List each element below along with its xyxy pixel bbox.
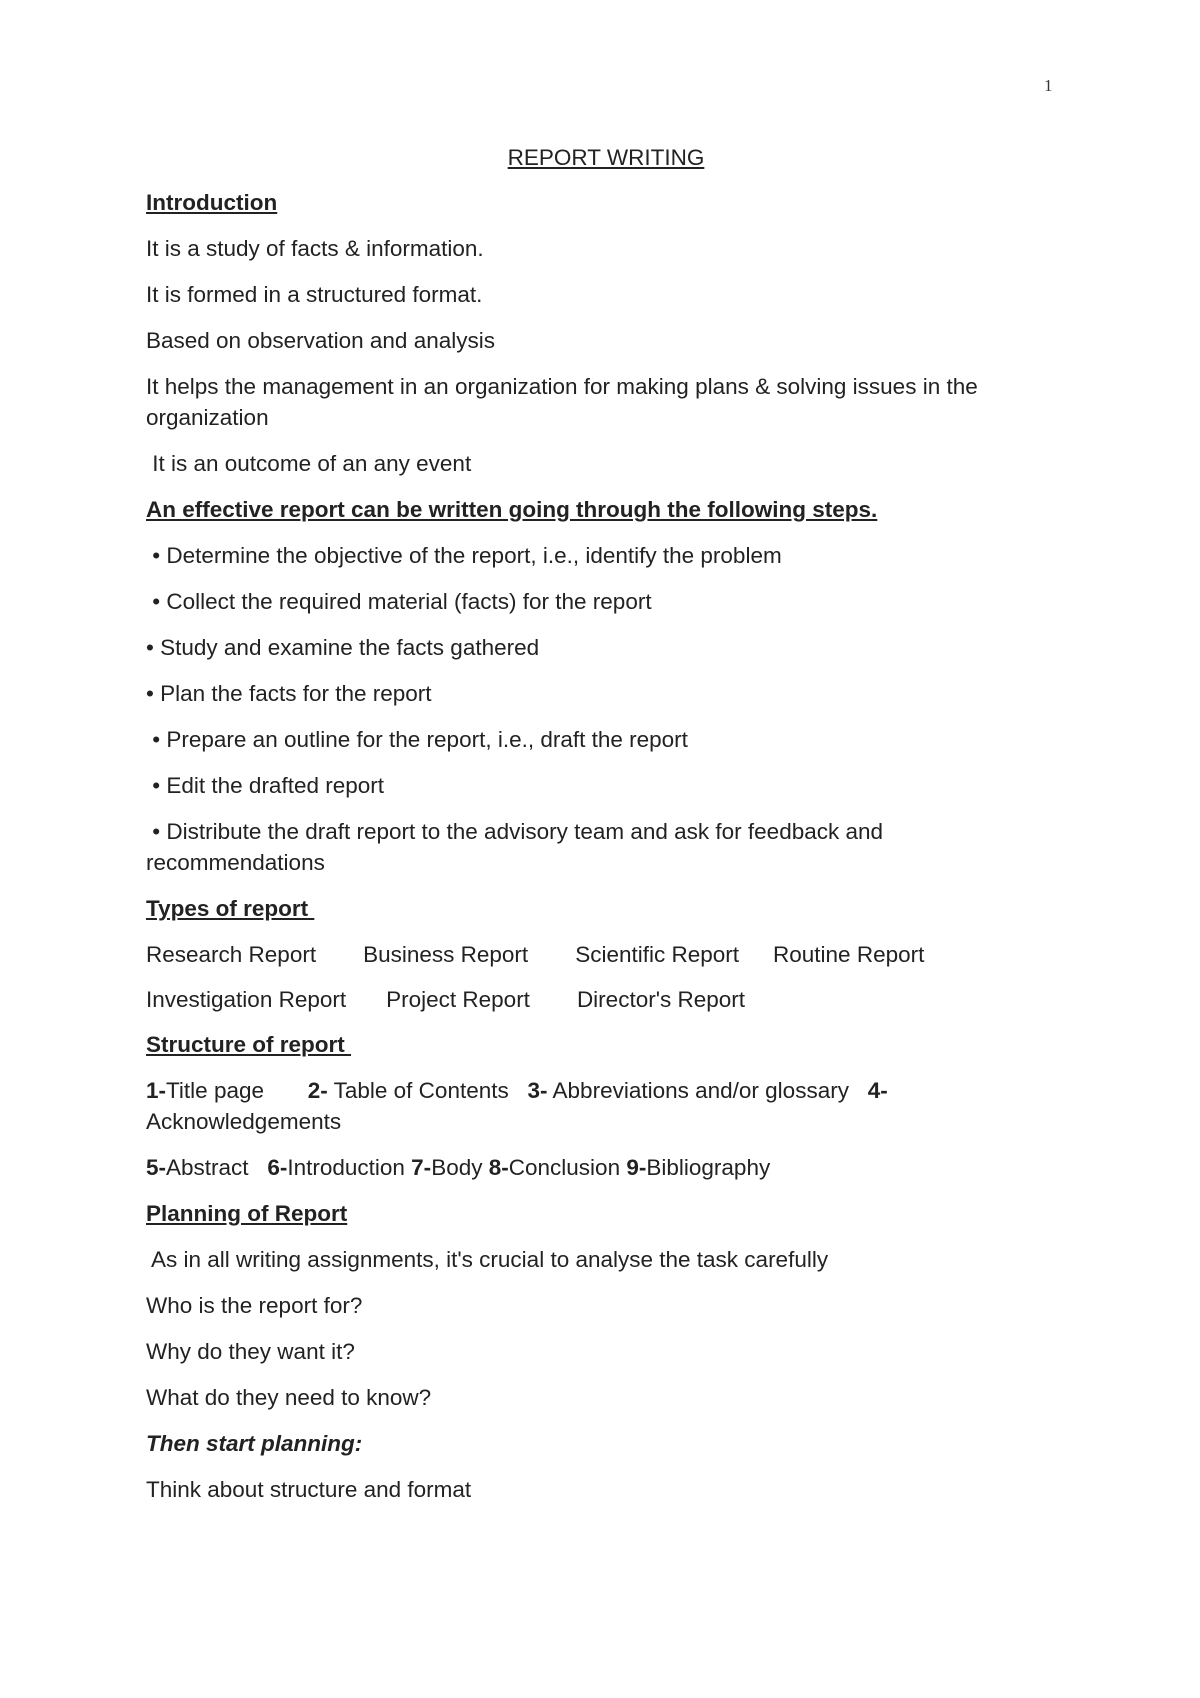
structure-label: Conclusion [508,1155,621,1180]
introduction-heading: Introduction [146,190,278,215]
planning-line: As in all writing assignments, it's crucial to analyse the task carefully [146,1247,829,1272]
planning-heading: Planning of Report [146,1201,348,1226]
report-type: Project Report [386,987,530,1012]
planning-line: Who is the report for? [146,1293,363,1318]
report-type: Business Report [363,942,529,967]
structure-number: 2- [307,1078,328,1103]
structure-number: 7- [411,1155,432,1180]
structure-label: Introduction [287,1155,405,1180]
structure-label: Table of Contents [327,1078,509,1103]
structure-heading: Structure of report [146,1032,352,1057]
intro-line: It helps the management in an organization for making plans & solving issues in the organization [146,374,978,430]
intro-line: It is an outcome of an any event [146,451,472,476]
report-type: Scientific Report [575,942,740,967]
step-item: • Prepare an outline for the report, i.e., draft the report [146,727,688,752]
structure-label: Bibliography [646,1155,771,1180]
structure-line [146,1152,1066,1183]
step-item: • Determine the objective of the report, i.e., identify the problem [146,543,782,568]
planning-line: What do they need to know? [146,1385,432,1410]
types-row [146,984,1066,1015]
page-number: 1 [1044,76,1053,95]
structure-number: 8- [488,1155,509,1180]
steps-heading: An effective report can be written going through the following steps. [146,497,878,522]
step-item: • Plan the facts for the report [146,681,432,706]
intro-line: It is formed in a structured format. [146,282,483,307]
planning-subheading: Then start planning: [146,1431,363,1456]
report-type: Routine Report [773,942,925,967]
document-title: REPORT WRITING [507,145,705,170]
step-item: • Edit the drafted report [146,773,385,798]
types-row [146,939,1066,970]
step-item: • Collect the required material (facts) for the report [146,589,652,614]
intro-line: Based on observation and analysis [146,328,495,353]
structure-label: Abstract [166,1155,249,1180]
structure-number: 3- [527,1078,548,1103]
structure-line [146,1075,1066,1137]
structure-label: Title page [166,1078,264,1103]
step-item: • Study and examine the facts gathered [146,635,540,660]
structure-label: Body [431,1155,483,1180]
document-body [146,142,1066,1520]
structure-number: 5- [146,1155,167,1180]
planning-final-line: Think about structure and format [146,1477,472,1502]
report-type: Director's Report [576,987,746,1012]
report-type: Research Report [146,942,317,967]
intro-line: It is a study of facts & information. [146,236,484,261]
planning-line: Why do they want it? [146,1339,355,1364]
types-heading: Types of report [146,896,315,921]
step-item: • Distribute the draft report to the advisory team and ask for feedback and recommendations [146,819,890,875]
report-type: Investigation Report [146,987,347,1012]
structure-number: 6- [267,1155,288,1180]
structure-number: 4- [867,1078,888,1103]
structure-label: Acknowledgements [146,1078,893,1134]
structure-number: 1- [146,1078,167,1103]
structure-label: Abbreviations and/or glossary [547,1078,849,1103]
structure-number: 9- [626,1155,647,1180]
